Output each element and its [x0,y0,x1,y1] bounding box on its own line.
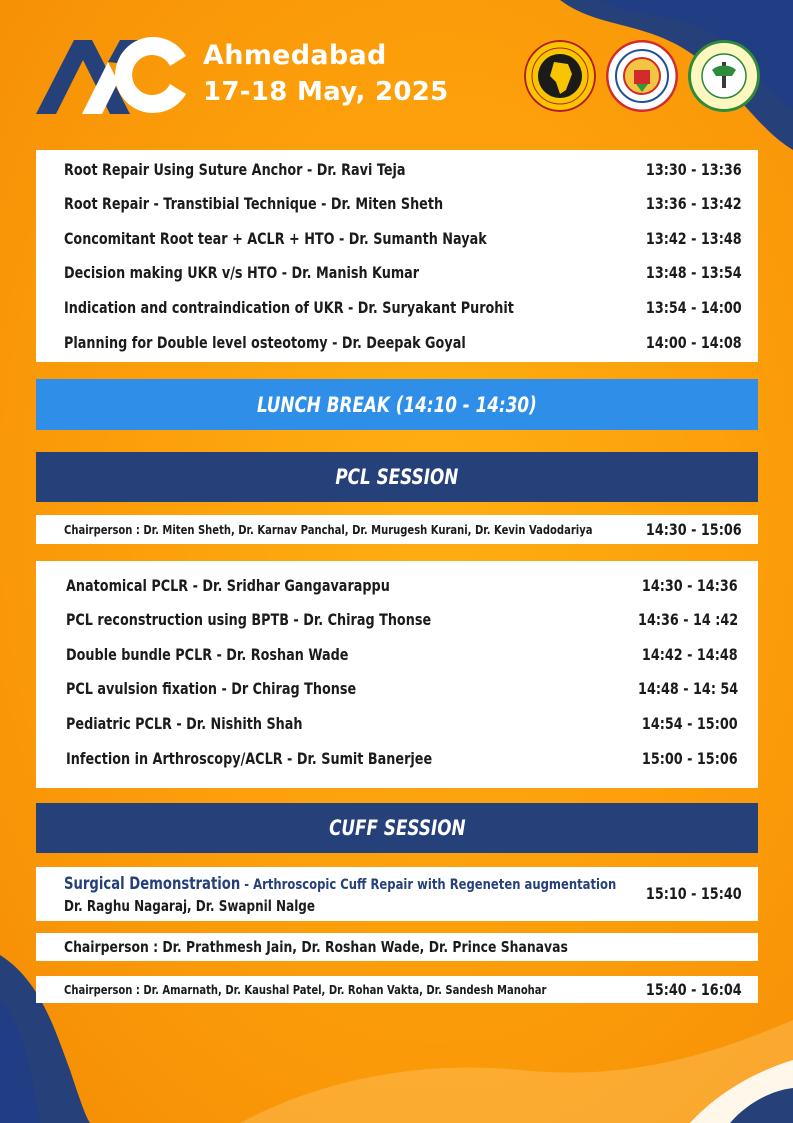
talk-time: 14:36 - 14 :42 [637,610,738,629]
gujarat-orthopaedic-association-seal [688,40,760,112]
cuff-chairperson-row-1 [36,933,758,961]
list-item [36,259,758,287]
talk-time: 14:00 - 14:08 [646,333,742,352]
talk-title: Decision making UKR v/s HTO - Dr. Manish Kumar [64,263,420,282]
demo-heading-label: Surgical Demonstration [64,874,241,893]
demo-subtitle: - Arthroscopic Cuff Repair with Regeneten augmentation [240,877,617,893]
talk-time: 13:30 - 13:36 [646,160,742,179]
list-item [36,156,758,184]
city-title: Ahmedabad [203,40,387,71]
talk-title: Root Repair - Transtibial Technique - Dr. Miten Sheth [64,194,444,213]
lunch-break-label: LUNCH BREAK (14:10 - 14:30) [257,392,537,417]
pcl-session-title: PCL SESSION [335,465,459,489]
demo-heading [64,874,616,893]
talk-title: Indication and contraindication of UKR - Dr. Suryakant Purohit [64,298,514,317]
conference-logo [36,34,196,116]
surgical-demonstration-row [36,867,758,921]
list-item [36,225,758,253]
talk-time: 14:48 - 14: 54 [637,679,738,698]
session-card-root-repair [36,150,758,362]
cuff-session-title: CUFF SESSION [328,816,466,840]
chairperson-text: Chairperson : Dr. Amarnath, Dr. Kaushal Patel, Dr. Rohan Vakta, Dr. Sandesh Manohar [64,982,547,997]
list-item [36,190,758,218]
list-item [36,710,758,738]
talk-title: Concomitant Root tear + ACLR + HTO - Dr. Sumanth Nayak [64,229,487,248]
lunch-break-banner [36,379,758,430]
chairperson-time: 15:40 - 16:04 [646,980,742,999]
pcl-chairperson-row [36,515,758,544]
talk-title: Anatomical PCLR - Dr. Sridhar Gangavarappu [66,576,390,595]
talk-title: Infection in Arthroscopy/ACLR - Dr. Sumit Banerjee [66,749,433,768]
ahmedabad-orthopaedic-society-seal [606,40,678,112]
list-item [36,606,758,634]
talk-title: Double bundle PCLR - Dr. Roshan Wade [66,645,349,664]
talk-time: 15:00 - 15:06 [642,749,738,768]
talk-time: 13:54 - 14:00 [646,298,742,317]
list-item [36,745,758,773]
list-item [36,572,758,600]
list-item [36,329,758,357]
pcl-session-header [36,452,758,502]
talk-title: Root Repair Using Suture Anchor - Dr. Ravi Teja [64,160,406,179]
demo-surgeons: Dr. Raghu Nagaraj, Dr. Swapnil Nalge [64,897,316,915]
talk-title: Pediatric PCLR - Dr. Nishith Shah [66,714,303,733]
talk-title: PCL avulsion fixation - Dr Chirag Thonse [66,679,357,698]
talk-time: 14:30 - 14:36 [642,576,738,595]
list-item [36,641,758,669]
cuff-session-header [36,803,758,853]
talk-time: 13:36 - 13:42 [646,194,742,213]
talk-time: 13:48 - 13:54 [646,263,742,282]
list-item [36,294,758,322]
session-card-pcl [36,561,758,788]
chairperson-time: 14:30 - 15:06 [646,520,742,539]
chairperson-text: Chairperson : Dr. Prathmesh Jain, Dr. Roshan Wade, Dr. Prince Shanavas [64,938,568,956]
talk-time: 13:42 - 13:48 [646,229,742,248]
talk-title: Planning for Double level osteotomy - Dr. Deepak Goyal [64,333,466,352]
list-item [36,675,758,703]
talk-time: 14:42 - 14:48 [642,645,738,664]
event-dates: 17-18 May, 2025 [203,77,449,107]
demo-time: 15:10 - 15:40 [646,884,742,903]
cuff-chairperson-row-2 [36,976,758,1003]
indian-arthroscopy-society-seal [524,40,596,112]
talk-time: 14:54 - 15:00 [642,714,738,733]
chairperson-text: Chairperson : Dr. Miten Sheth, Dr. Karnav Panchal, Dr. Murugesh Kurani, Dr. Kevin Vadodariya [64,522,593,537]
talk-title: PCL reconstruction using BPTB - Dr. Chirag Thonse [66,610,432,629]
